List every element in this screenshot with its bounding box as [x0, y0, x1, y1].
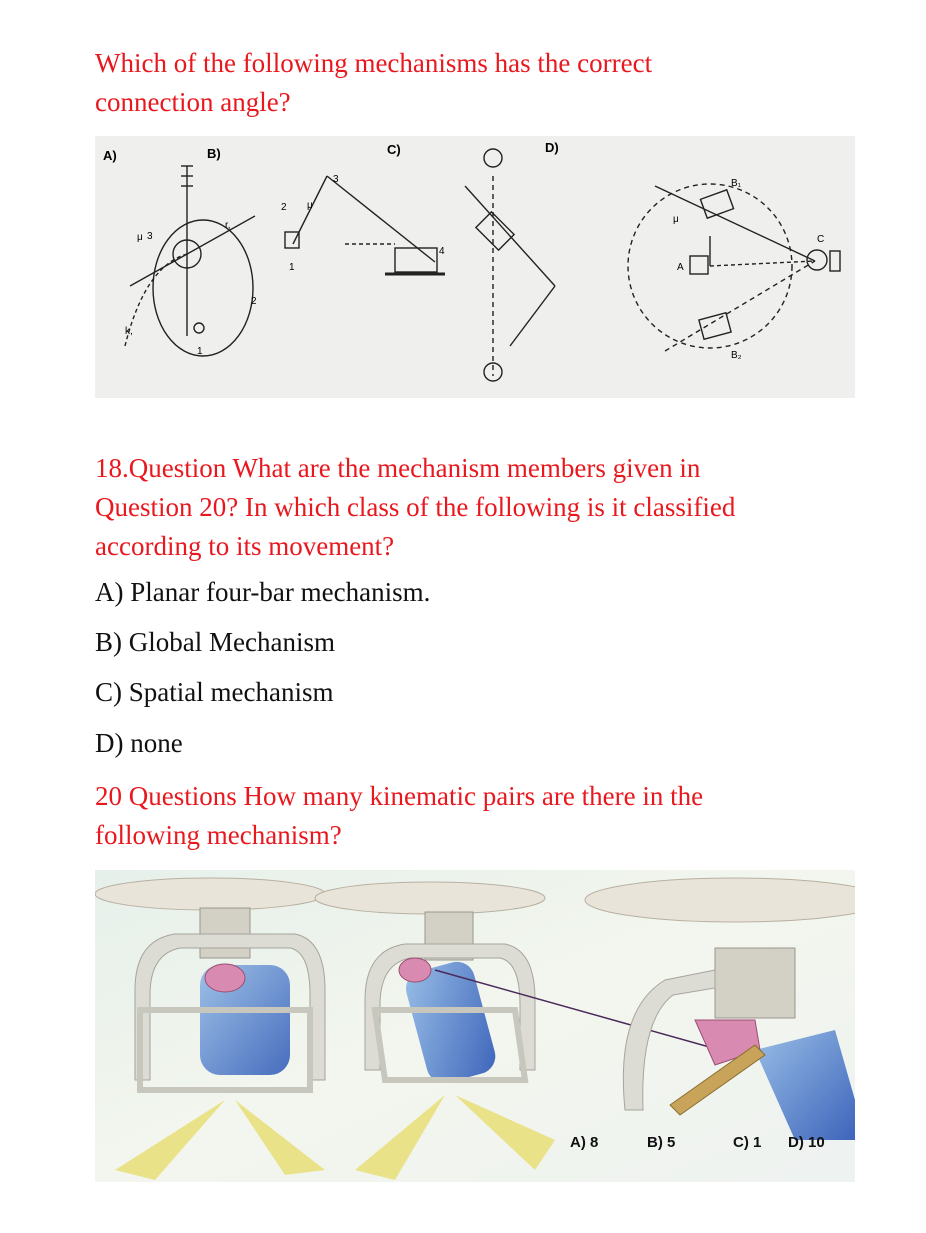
- option-d: D) none: [95, 728, 183, 758]
- label-c: C): [387, 142, 401, 157]
- label-n2-a: 2: [251, 296, 257, 307]
- label-mu-a: μ: [137, 232, 143, 243]
- answer-a: A) 8: [570, 1134, 599, 1151]
- label-pa: A: [677, 262, 684, 273]
- label-r1: r,: [225, 220, 231, 231]
- question18-line2: Question 20? In which class of the following is it classified: [95, 492, 736, 522]
- answer-c: C) 1: [733, 1134, 762, 1151]
- plate-left: [95, 878, 325, 910]
- label-mu-b: μ: [307, 200, 313, 211]
- label-b2: B₂: [731, 350, 742, 361]
- label-n3-b: 3: [333, 174, 339, 185]
- kinematic-render-figure: [95, 870, 855, 1182]
- label-d: D): [545, 140, 559, 155]
- plate-right: [585, 878, 855, 922]
- label-b1: B₁: [731, 178, 742, 189]
- label-n1-a: 1: [197, 346, 203, 357]
- option-c: C) Spatial mechanism: [95, 677, 334, 707]
- label-n2-b: 2: [281, 202, 287, 213]
- label-pc: C: [817, 234, 825, 245]
- label-n4-b: 4: [439, 246, 445, 257]
- plate-middle: [315, 882, 545, 914]
- option-a: A) Planar four-bar mechanism.: [95, 577, 431, 607]
- answer-b: B) 5: [647, 1134, 676, 1151]
- option-b: B) Global Mechanism: [95, 627, 335, 657]
- question20-line1: 20 Questions How many kinematic pairs are there in the: [95, 781, 704, 811]
- label-b: B): [207, 146, 221, 161]
- label-mu-d: μ: [673, 214, 679, 225]
- answer-d: D) 10: [788, 1134, 825, 1151]
- label-n1-b: 1: [289, 262, 295, 273]
- question-top-line1: Which of the following mechanisms has the correct: [95, 48, 653, 78]
- question-top-line2: connection angle?: [95, 87, 291, 117]
- label-a: A): [103, 148, 117, 163]
- mechanisms-figure: [95, 136, 855, 398]
- label-k: k,: [125, 326, 133, 337]
- question20-line2: following mechanism?: [95, 820, 342, 850]
- label-n3: 3: [147, 231, 153, 242]
- question18-line1: 18.Question What are the mechanism members given in: [95, 453, 701, 483]
- question18-line3: according to its movement?: [95, 531, 395, 561]
